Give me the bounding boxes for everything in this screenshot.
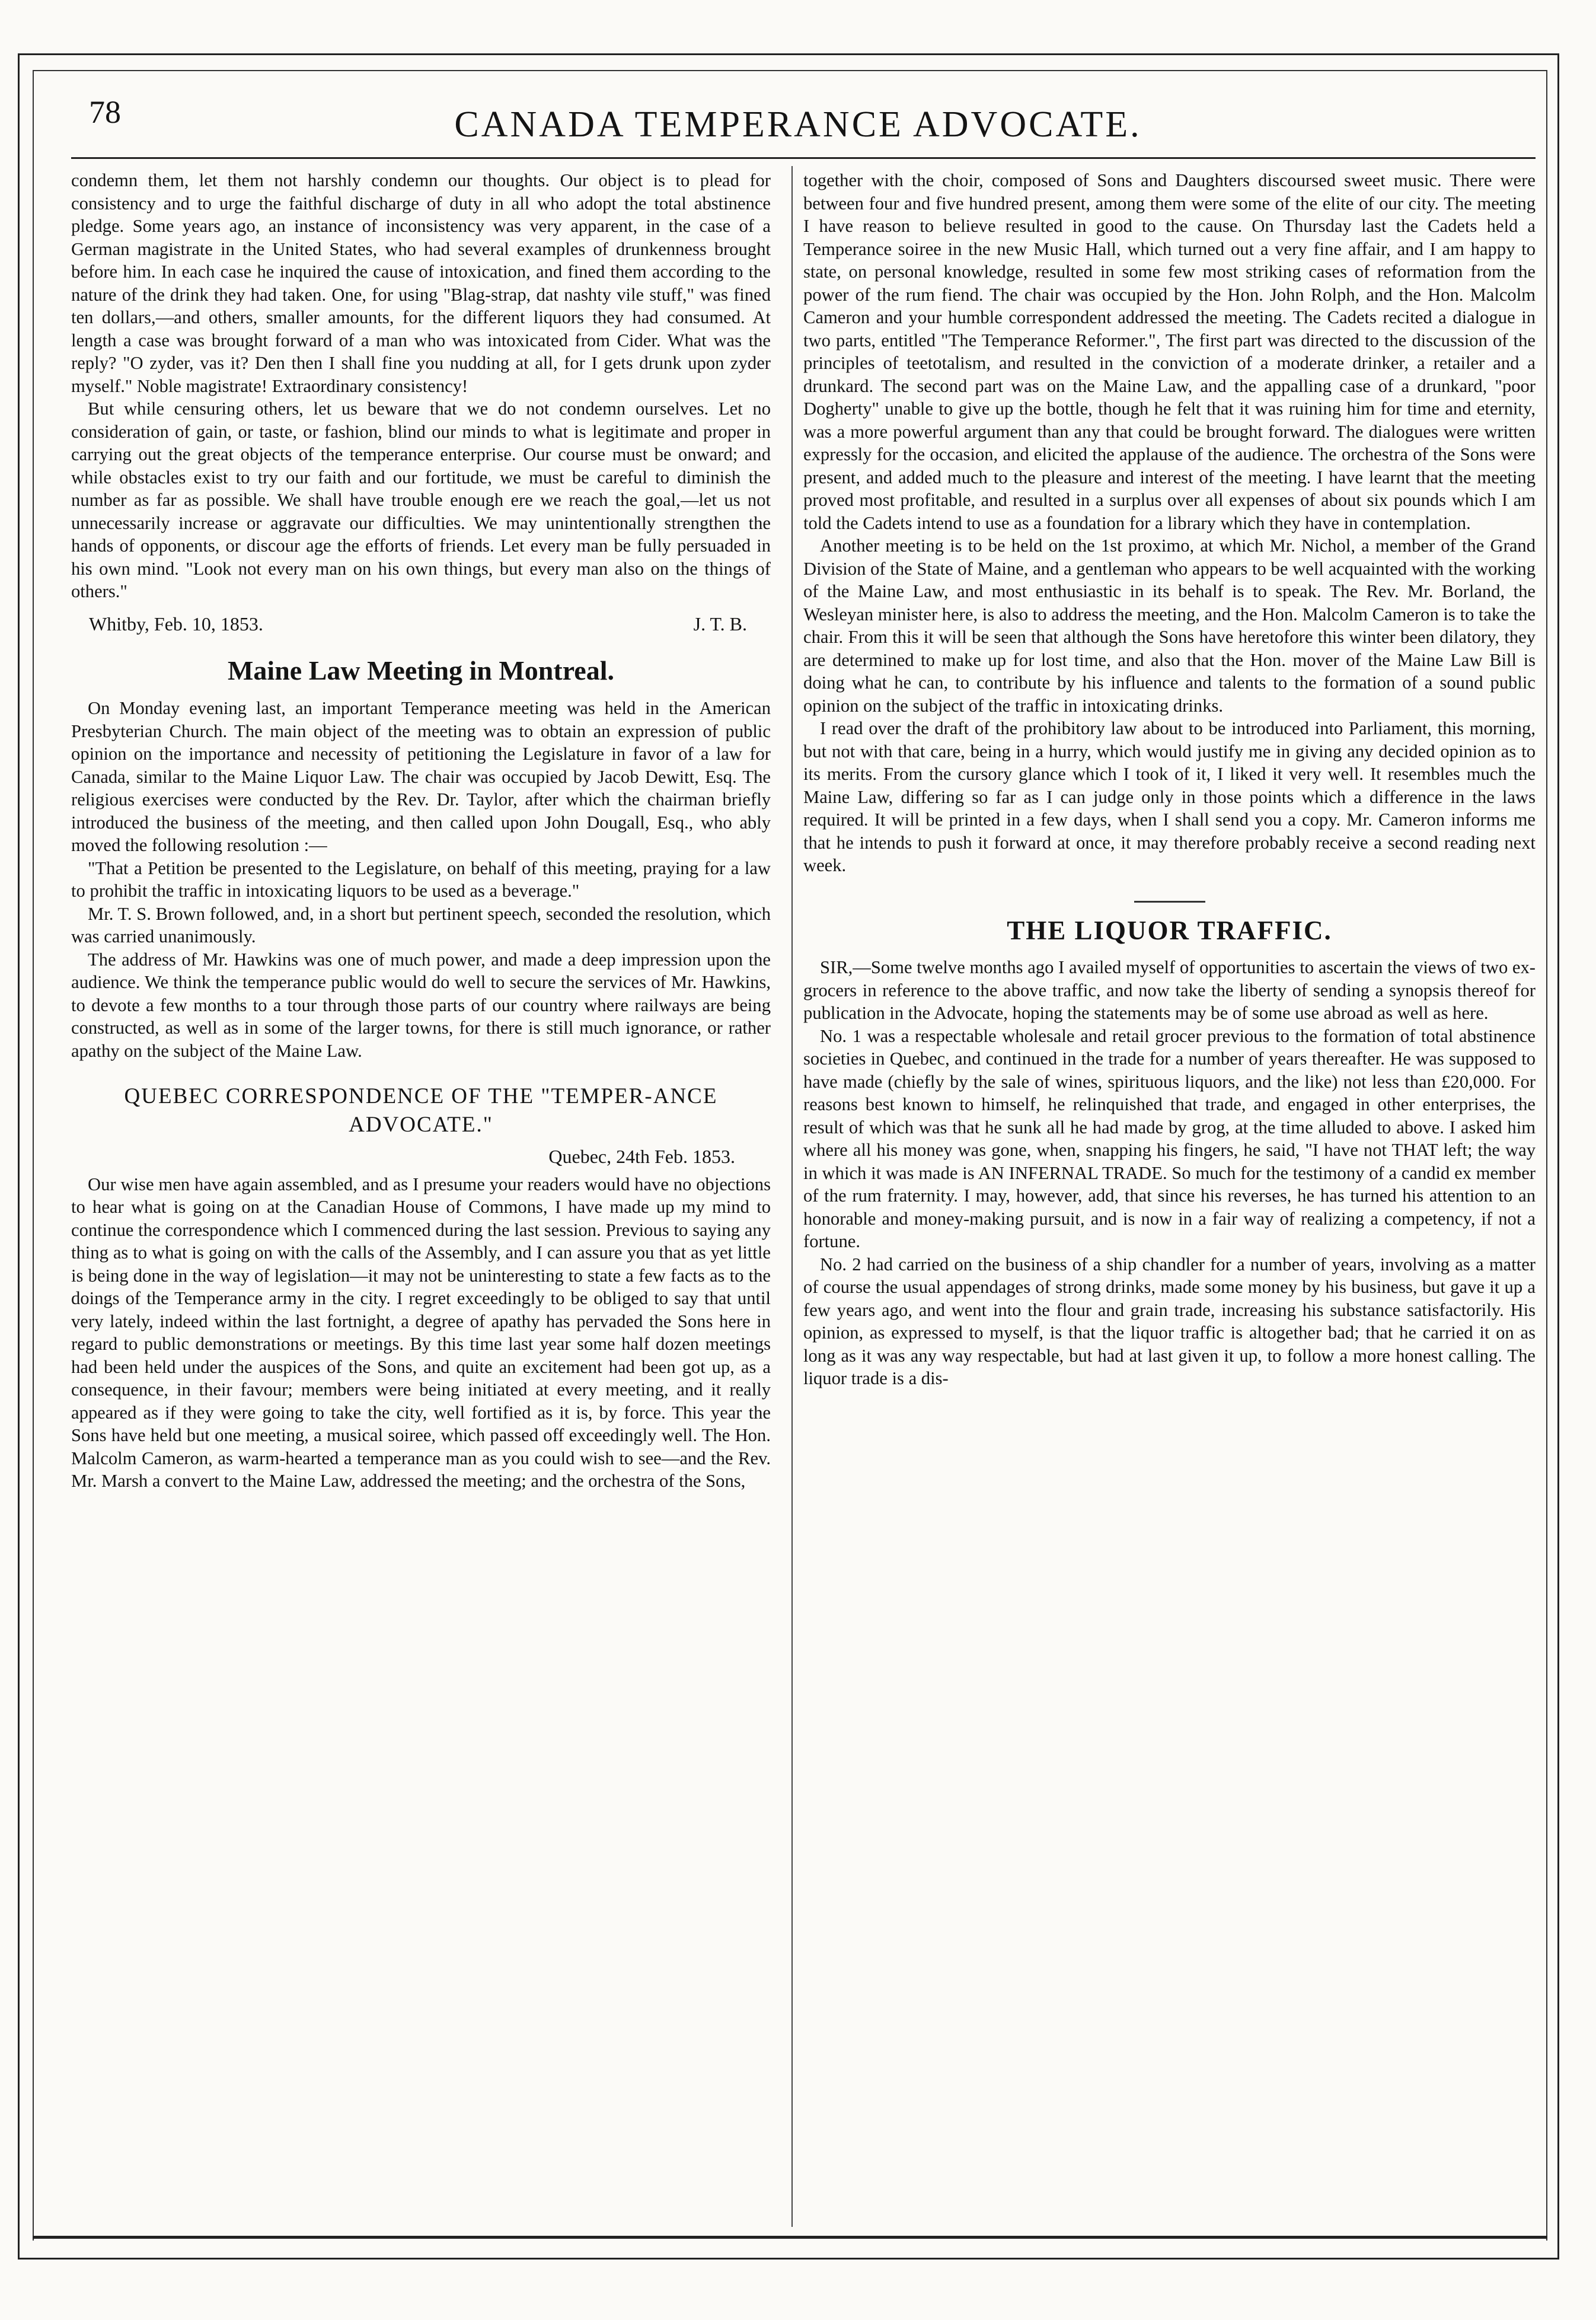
dateline: Quebec, 24th Feb. 1853. bbox=[548, 1146, 735, 1167]
article-heading: THE LIQUOR TRAFFIC. bbox=[1007, 915, 1332, 945]
masthead: CANADA TEMPERANCE ADVOCATE. bbox=[454, 104, 1142, 145]
signature-initials: J. T. B. bbox=[693, 613, 747, 635]
article-paragraph: On Monday evening last, an important Temperance meeting was held in the American Presbyterian Church. The main object of the meeting was to obtain an expression of public opinion on the importance and necessity of petitioning the Legislature in favor of a law for Canada, similar to the Maine Liquor Law. The chair was occupied by Jacob Dewitt, Esq. The religious exercises were conducted by the Rev. Dr. Taylor, after which the chairman briefly introduced the business of the meeting, and then called upon John Dougall, Esq., who ably moved the following resolution :— bbox=[71, 698, 771, 855]
article-paragraph: I read over the draft of the prohibitory law about to be introduced into Parliament, this morning, but not with that care, being in a hurry, which would justify me in giving any decided opinion as to its merits. From the cursory glance which I took of it, I liked it very well. It resembles much the Maine Law, differing so far as I can judge only in those points which a difference in the laws required. It will be printed in a few days, when I shall send you a copy. Mr. Cameron informs me that he intends to push it forward at once, it may therefore probably receive a second reading next week. bbox=[803, 718, 1536, 875]
article-paragraph: But while censuring others, let us beware that we do not condemn ourselves. Let no consideration of gain, or taste, or fashion, blind our minds to what is legitimate and proper in carrying out the great objects of the temperance enterprise. Our course must be onward; and while obstacles exist to try our faith and our fortitude, we must be careful to diminish the number as far as possible. We shall have trouble enough ere we reach the goal,—let us not unnecessarily increase or aggravate our difficulties. We may unintentionally strengthen the hands of opponents, or discour age the efforts of friends. Let every man be fully persuaded in his own mind. "Look not every man on his own things, but every man also on the things of others." bbox=[71, 399, 771, 601]
article-paragraph: Our wise men have again assembled, and as I presume your readers would have no objections to hear what is going on at the Canadian House of Commons, I have made up my mind to continue the correspondence which I commenced during the last session. Previous to saying any thing as to what is going on with the calls of the Assembly, and I can assure you that as yet little is being done in the way of legislation—it may not be uninteresting to state a few facts as to the doings of the Temperance army in the city. I regret exceedingly to be obliged to say that until very lately, indeed within the last fortnight, a degree of apathy has pervaded the Sons here in regard to public demonstrations or meetings. By this time last year some half dozen meetings had been held under the auspices of the Sons, and quite an excitement had been got up, as a consequence, in their favour; members were being initiated at every meeting, and it really appeared as if they were going to take the city, well fortified as it is, by force. This year the Sons have held but one meeting, a musical soiree, which passed off exceedingly well. The Hon. Malcolm Cameron, as warm-hearted a temperance man as you could wish to see—and the Rev. Mr. Marsh a convert to the Maine Law, addressed the meeting; and the orchestra of the Sons, bbox=[71, 1174, 771, 1491]
bottom-rule bbox=[33, 2236, 1547, 2239]
page-number: 78 bbox=[89, 94, 121, 130]
article-paragraph: No. 2 had carried on the business of a ship chandler for a number of years, involving as a matter of course the usual appendages of strong drinks, made some money by his business, but gave it up a few years ago, and went into the flour and grain trade, increasing his substance satisfactorily. His opinion, as expressed to myself, is that the liquor traffic is altogether bad; that he carried it on as long as it was any way respectable, but had at last given it up, to follow a more honest calling. The liquor trade is a dis- bbox=[803, 1254, 1536, 1388]
header-rule bbox=[71, 157, 1536, 159]
article-paragraph: condemn them, let them not harshly condemn our thoughts. Our object is to plead for consistency and to urge the faithful discharge of duty in all who adopt the total abstinence pledge. Some years ago, an instance of inconsistency was very apparent, in the case of a German magistrate in the United States, who had several examples of drunkenness brought before him. In each case he inquired the cause of intoxication, and fined them according to the nature of the drink they had taken. One, for using "Blag-strap, dat nashty vile stuff," was fined ten dollars,—and others, smaller amounts, for the different liquors they had consumed. At length a case was brought forward of a man who was intoxicated from Cider. What was the reply? "O zyder, vas it? Den then I shall fine you nudding at all, for I gets drunk upon zyder myself." Noble magistrate! Extraordinary consistency! bbox=[71, 170, 771, 396]
left-column bbox=[71, 169, 771, 1493]
article-paragraph: Another meeting is to be held on the 1st proximo, at which Mr. Nichol, a member of the Grand Division of the State of Maine, and a gentleman who appears to be well acquainted with the working of the Maine Law, and most enthusiastic in its behalf is to speak. The Rev. Mr. Borland, the Wesleyan minister here, is also to address the meeting, and the Hon. Malcolm Cameron is to take the chair. From this it will be seen that although the Sons have heretofore this winter been dilatory, they are determined to make up for lost time, and also that the Hon. mover of the Maine Law Bill is doing what he can, to contribute by his influence and talents to the formation of a sound public opinion on the subject of the traffic in intoxicating drinks. bbox=[803, 536, 1536, 716]
article-paragraph: The address of Mr. Hawkins was one of much power, and made a deep impression upon the audience. We think the temperance public would do well to secure the services of Mr. Hawkins, to devote a few months to a tour through those parts of our country where railways are being constructed, as well as in some of the larger towns, for there is still much ignorance, or rather apathy on the subject of the Maine Law. bbox=[71, 949, 771, 1061]
article-paragraph: No. 1 was a respectable wholesale and retail grocer previous to the formation of total abstinence societies in Quebec, and continued in the trade for a number of years thereafter. He was supposed to have made (chiefly by the sale of wines, spirituous liquors, and the like) not less than £20,000. For reasons best known to himself, he relinquished that trade, and engaged in other enterprises, the result of which was that he sunk all he had made by grog, at the time alluded to above. I asked him where all his money was gone, when, snapping his fingers, he said, "I have not THAT left; the way in which it was made is AN INFERNAL TRADE. So much for the testimony of a candid ex member of the rum fraternity. I may, however, add, that since his reverses, he has turned his attention to an honorable and money-making pursuit, and is now in a fair way of realizing a competency, if not a fortune. bbox=[803, 1025, 1536, 1251]
signature-place-date: Whitby, Feb. 10, 1853. bbox=[89, 613, 263, 635]
article-heading: QUEBEC CORRESPONDENCE OF THE "TEMPER-ANCE ADVOCATE." bbox=[124, 1084, 718, 1137]
article-paragraph: Mr. T. S. Brown followed, and, in a short but pertinent speech, seconded the resolution, which was carried unanimously. bbox=[71, 903, 771, 947]
column-divider bbox=[791, 166, 793, 2227]
section-rule bbox=[1134, 901, 1205, 903]
signature-line bbox=[89, 613, 747, 636]
article-paragraph: together with the choir, composed of Sons and Daughters discoursed sweet music. There were between four and five hundred present, among them were some of the elite of our city. The meeting I have reason to believe resulted in good to the cause. On Thursday last the Cadets held a Temperance soiree in the new Music Hall, which turned out a very fine affair, and I am happy to state, on personal knowledge, resulted in some few most striking cases of reformation from the power of the rum fiend. The chair was occupied by the Hon. John Rolph, and the Hon. Malcolm Cameron and your humble correspondent addressed the meeting. The Cadets recited a dialogue in two parts, entitled "The Temperance Reformer.", The first part was directed to the discussion of the principles of teetotalism, and resulted in the conviction of a moderate drinker, a retailer and a drunkard. The second part was on the Maine Law, and the appalling case of a drunkard, "poor Dogherty" unable to give up the bottle, though he felt that it was ruining him for time and eternity, was a more powerful argument than any that could be brought forward. The dialogues were written expressly for the occasion, and elicited the applause of the audience. The orchestra of the Sons were present, and added much to the pleasure and interest of the meeting. I have learnt that the meeting proved most profitable, and resulted in a surplus over all expenses of about six pounds which I am told the Cadets intend to use as a foundation for a library which they have in contemplation. bbox=[803, 170, 1536, 533]
article-heading: Maine Law Meeting in Montreal. bbox=[228, 655, 614, 686]
right-column bbox=[803, 169, 1536, 1390]
article-paragraph: SIR,—Some twelve months ago I availed myself of opportunities to ascertain the views of two ex-grocers in reference to the above traffic, and now take the liberty of sending a synopsis thereof for publication in the Advocate, hoping the statements may be of some use abroad as well as here. bbox=[803, 957, 1536, 1023]
top-rule bbox=[33, 70, 1547, 71]
resolution-quote: "That a Petition be presented to the Legislature, on behalf of this meeting, praying for a law to prohibit the traffic in intoxicating liquors to be used as a beverage." bbox=[71, 858, 771, 901]
